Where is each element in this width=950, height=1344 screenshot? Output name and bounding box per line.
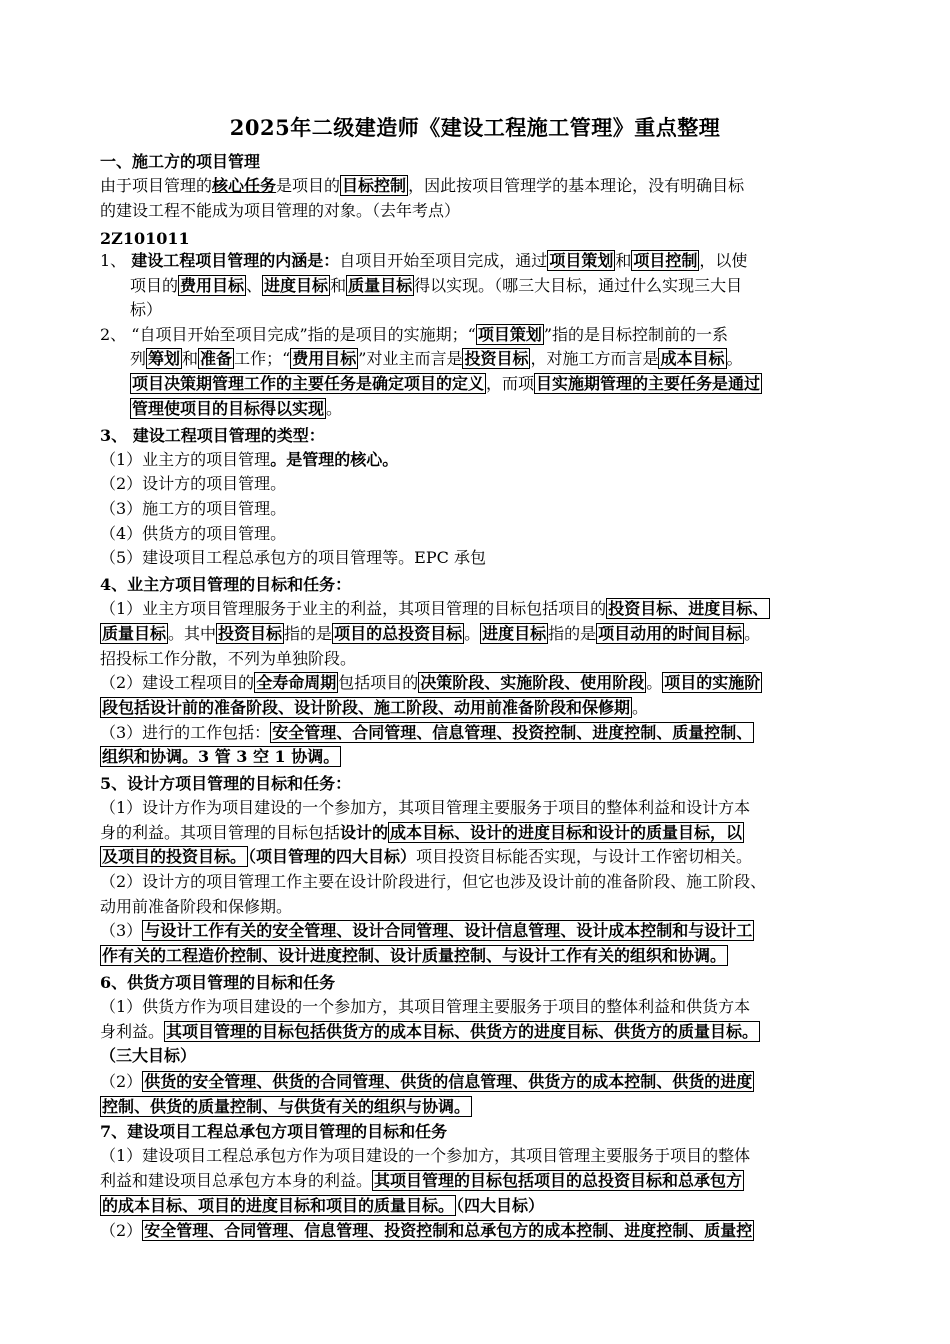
text-run: ，对施工方而言是 [530,349,659,368]
text-run: （2）建设工程项目的 [100,673,255,692]
boxed-keypoint: 项目的总投资目标 [334,624,463,643]
text-line [100,574,351,596]
boxed-keypoint: 及项目的投资目标。 [102,847,247,866]
boxed-keypoint: 投资目标 [464,349,529,368]
text-line [100,228,190,250]
boxed-keypoint: 费用目标 [180,276,245,295]
text-run: （1）建设项目工程总承包方作为项目建设的一个参加方，其项目管理主要服务于项目的整体 [100,1146,751,1165]
text-run: 和 [615,251,632,270]
text-run: （3）进行的工作包括： [100,723,271,742]
text-run: 和 [182,349,199,368]
text-run: 设计的 [340,823,389,842]
text-line [100,1220,754,1242]
text-run: 7、建设项目工程总承包方项目管理的目标和任务 [100,1122,448,1141]
text-run: 3、 建设工程项目管理的类型： [100,426,325,445]
boxed-keypoint: 段包括设计前的准备阶段、设计阶段、施工阶段、动用前准备阶段和保修期 [102,698,631,717]
text-run: 列 [130,349,147,368]
boxed-keypoint: 决策阶段、实施阶段、使用阶段 [420,673,645,692]
text-line [130,373,762,395]
text-line [100,996,750,1018]
text-line [100,697,648,719]
boxed-keypoint: 投资目标 [218,624,283,643]
boxed-keypoint: 作有关的工程造价控制、设计进度控制、设计质量控制、与设计工作有关的组织和协调。 [102,946,727,965]
text-run: 的建设工程不能成为项目管理的对象。（去年考点） [100,201,461,220]
text-line [100,846,752,868]
boxed-keypoint: 其项目管理的目标包括项目的总投资目标和总承包方 [374,1171,743,1190]
text-run: 招投标工作分散，不列为单独阶段。 [100,649,357,668]
text-run: 。是管理的核心。 [270,450,399,469]
boxed-keypoint: 与设计工作有关的安全管理、设计合同管理、设计信息管理、设计成本控制和与设计工 [144,921,753,940]
text-line [100,425,325,447]
text-line [100,1021,760,1043]
text-run: 4、业主方项目管理的目标和任务： [100,575,352,594]
text-run: 动用前准备阶段和保修期。 [100,897,293,916]
text-run: 标） [130,300,163,319]
text-run: ，因此按项目管理学的基本理论，没有明确目标 [408,176,745,195]
text-run: （四大目标） [456,1196,545,1215]
boxed-keypoint: 成本目标 [660,349,725,368]
text-run: 。其中 [168,624,217,643]
text-line [100,1096,472,1118]
boxed-keypoint: 目标控制 [342,176,407,195]
boxed-keypoint: 质量目标 [348,276,413,295]
text-line [100,473,286,495]
text-line [100,250,747,272]
boxed-keypoint: 项目决策期管理工作的主要任务是确定项目的定义 [132,374,485,393]
text-line [100,871,766,893]
text-line [100,945,728,967]
text-run: （3） [100,921,143,940]
text-run: 、 [246,276,263,295]
text-line [100,672,762,694]
text-run: 得以实现。（哪三大目标，通过什么实现三大目 [414,276,743,295]
text-run: （2）设计方的项目管理工作主要在设计阶段进行，但它也涉及设计前的准备阶段、施工阶段、 [100,872,767,891]
text-run: 核心任务 [212,176,277,195]
text-line [100,324,728,346]
text-run: （1）业主方项目管理服务于业主的利益，其项目管理的目标包括项目的 [100,599,607,618]
text-line [130,348,743,370]
text-run: 。 [726,349,743,368]
text-line [100,1195,544,1217]
text-line [100,1145,750,1167]
text-run: （项目管理的四大目标） [248,847,417,866]
text-run: （5）建设项目工程总承包方的项目管理等。EPC 承包 [100,548,486,567]
boxed-keypoint: 管理使项目的目标得以实现 [132,399,325,418]
boxed-keypoint: 投资目标、进度目标、 [608,599,769,618]
text-line [100,449,398,471]
text-line [100,200,460,222]
boxed-keypoint: 供货的安全管理、供货的合同管理、供货的信息管理、供货方的成本控制、供货的进度 [144,1072,753,1091]
text-run: 包括项目的 [338,673,419,692]
text-run: 。 [632,698,649,717]
boxed-keypoint: 准备 [200,349,233,368]
text-line [100,547,486,569]
text-run: （三大目标） [100,1046,197,1065]
text-run: 2Z101011 [100,229,190,248]
text-line [130,299,162,321]
text-run: 由于项目管理的 [100,176,213,195]
text-run: 指的是 [284,624,333,643]
text-run: 指的是 [548,624,597,643]
text-run: 建设工程项目管理的内涵是： [131,251,340,270]
boxed-keypoint: 筹划 [148,349,181,368]
boxed-keypoint: 项目动用的时间目标 [598,624,743,643]
text-run: 。 [326,399,343,418]
text-line [100,1121,447,1143]
text-run: 项目的 [130,276,179,295]
text-line [100,822,744,844]
boxed-keypoint: 安全管理、合同管理、信息管理、投资控制和总承包方的成本控制、进度控制、质量控 [144,1221,753,1240]
text-run: （4）供货方的项目管理。 [100,524,287,543]
text-run: 身利益。 [100,1022,165,1041]
text-run: （3）施工方的项目管理。 [100,499,287,518]
boxed-keypoint: 安全管理、合同管理、信息管理、投资控制、进度控制、质量控制、 [272,723,753,742]
text-line [100,797,750,819]
boxed-keypoint: 其项目管理的目标包括供货方的成本目标、供货方的进度目标、供货方的质量目标。 [166,1022,759,1041]
text-line [100,972,335,994]
boxed-keypoint: 进度目标 [264,276,329,295]
text-run: 一、施工方的项目管理 [100,152,261,171]
text-run: 。 [646,673,663,692]
text-run: 是项目的 [276,176,341,195]
text-run: （2） [100,1072,143,1091]
boxed-keypoint: 全寿命周期 [256,673,337,692]
text-line [100,1071,754,1093]
text-line [100,623,760,645]
text-run: 5、设计方项目管理的目标和任务： [100,774,352,793]
text-run: ，而项 [486,374,535,393]
text-run: 工作；“ [234,349,291,368]
boxed-keypoint: 目实施期管理的主要任务是通过 [536,374,761,393]
text-run: ”指的是目标控制前的一系 [543,325,729,344]
text-line [100,498,286,520]
text-run: 自项目开始至项目完成，通过 [339,251,548,270]
boxed-keypoint: 的成本目标、项目的进度目标和项目的质量目标。 [102,1196,455,1215]
text-run: （1）供货方作为项目建设的一个参加方，其项目管理主要服务于项目的整体利益和供货方本 [100,997,751,1016]
text-line [100,151,260,173]
text-run: 2、 “自项目开始至项目完成”指的是项目的实施期；“ [100,325,476,344]
text-run: 身的利益。其项目管理的目标包括 [100,823,341,842]
text-line [100,1045,196,1067]
text-run: （1）业主方的项目管理 [100,450,271,469]
boxed-keypoint: 项目策划 [549,251,614,270]
boxed-keypoint: 控制、供货的质量控制、与供货有关的组织与协调。 [102,1097,471,1116]
text-line [100,746,341,768]
boxed-keypoint: 项目的实施阶 [664,673,761,692]
text-line [100,648,356,670]
boxed-keypoint: 项目策划 [477,325,542,344]
text-line [100,773,351,795]
text-line [100,722,754,744]
text-line [100,523,286,545]
text-line [100,920,754,942]
text-line [100,175,744,197]
boxed-keypoint: 质量目标 [102,624,167,643]
text-line [100,1170,744,1192]
page-title: 2025年二级建造师《建设工程施工管理》重点整理 [229,115,721,140]
text-run: ”对业主而言是 [358,349,463,368]
boxed-keypoint: 进度目标 [482,624,547,643]
text-run: 。 [464,624,481,643]
text-line [130,398,342,420]
text-run: 利益和建设项目总承包方本身的利益。 [100,1171,373,1190]
text-line [100,598,770,620]
text-run: 1、 [100,251,132,270]
text-line [100,896,292,918]
boxed-keypoint: 组织和协调。3 管 3 空 1 协调。 [102,747,340,766]
text-run: （2）设计方的项目管理。 [100,474,287,493]
boxed-keypoint: 费用目标 [292,349,357,368]
text-run: 和 [330,276,347,295]
text-run: 6、供货方项目管理的目标和任务 [100,973,336,992]
text-run: （2） [100,1221,143,1240]
text-run: 。 [744,624,761,643]
text-run: （1）设计方作为项目建设的一个参加方，其项目管理主要服务于项目的整体利益和设计方本 [100,798,751,817]
text-run: ，以使 [699,251,748,270]
boxed-keypoint: 成本目标、设计的进度目标和设计的质量目标，以 [390,823,743,842]
boxed-keypoint: 项目控制 [633,251,698,270]
text-line [130,275,742,297]
text-run: 项目投资目标能否实现，与设计工作密切相关。 [416,847,753,866]
